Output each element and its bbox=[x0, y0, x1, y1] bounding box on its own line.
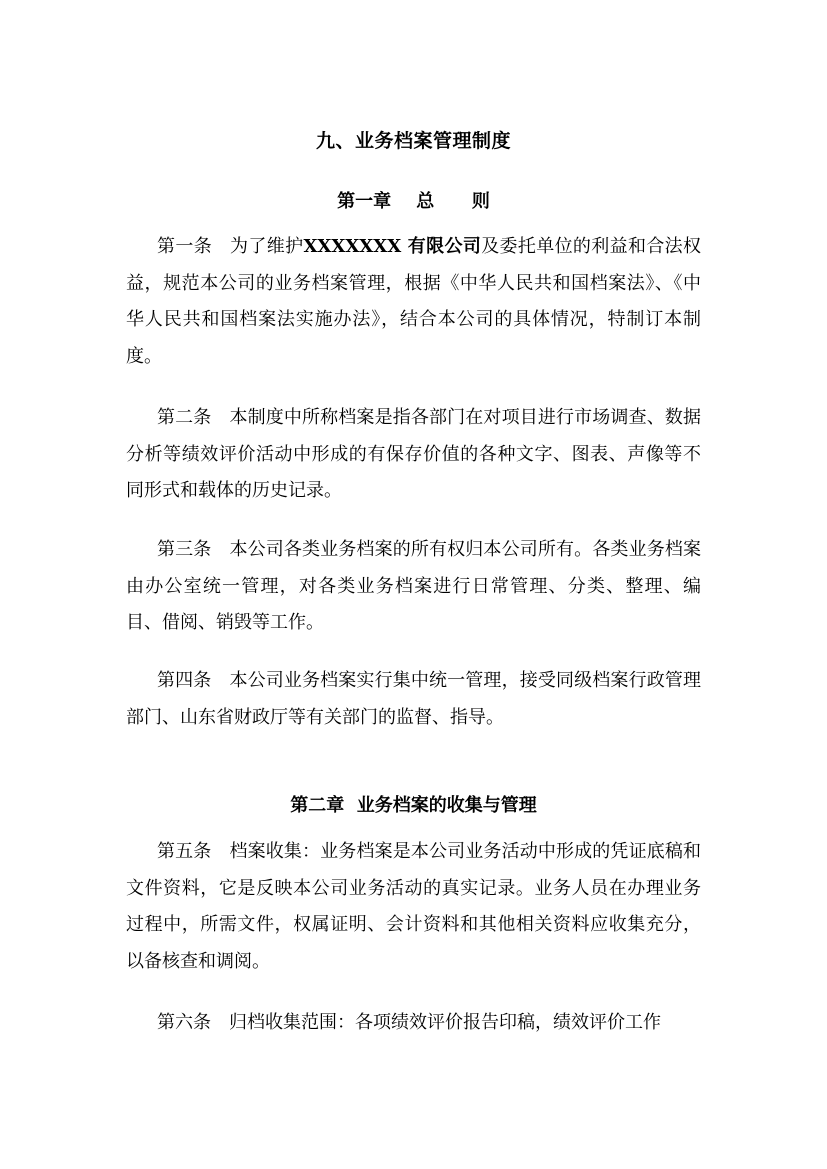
article-6 bbox=[126, 1005, 701, 1042]
article-1-text-after: 及委托单位的利益和合法权益，规范本公司的业务档案管理，根据《中华人民共和国档案法》、《中华人民共和国档案法实施办法》，结合本公司的具体情况，特制订本制度。 bbox=[126, 236, 702, 367]
article-5-text: 档案收集：业务档案是本公司业务活动中形成的凭证底稿和文件资料，它是反映本公司业务活动的真实记录。业务人员在办理业务过程中，所需文件，权属证明、会计资料和其他相关资料应收集充分，以备核查和调阅。 bbox=[126, 841, 702, 972]
article-6-number: 第六条 bbox=[157, 1012, 211, 1033]
article-2-number: 第二条 bbox=[157, 407, 212, 428]
article-1-text-before: 为了维护 bbox=[230, 236, 304, 257]
article-5-number: 第五条 bbox=[157, 841, 212, 862]
article-4 bbox=[126, 663, 701, 736]
article-6-text: 归档收集范围：各项绩效评价报告印稿，绩效评价工作 bbox=[229, 1012, 661, 1033]
article-2-text: 本制度中所称档案是指各部门在对项目进行市场调查、数据分析等绩效评价活动中形成的有保存价值的各种文字、图表、声像等不同形式和载体的历史记录。 bbox=[126, 407, 702, 501]
document-title: 九、业务档案管理制度 bbox=[315, 130, 511, 152]
article-3 bbox=[126, 532, 701, 642]
article-4-text: 本公司业务档案实行集中统一管理，接受同级档案行政管理部门、山东省财政厅等有关部门的监督、指导。 bbox=[126, 670, 702, 728]
article-2 bbox=[126, 400, 701, 510]
article-1 bbox=[126, 229, 701, 375]
chapter-1-title: 第一章 总 则 bbox=[337, 191, 490, 212]
article-1-number: 第一条 bbox=[157, 236, 213, 257]
chapter-2-title: 第二章 业务档案的收集与管理 bbox=[290, 795, 537, 816]
article-3-text: 本公司各类业务档案的所有权归本公司所有。各类业务档案由办公室统一管理，对各类业务档案进行日常管理、分类、整理、编目、借阅、销毁等工作。 bbox=[126, 539, 702, 633]
company-name: XXXXXXX 有限公司 bbox=[303, 236, 482, 257]
article-3-number: 第三条 bbox=[157, 539, 212, 560]
article-5 bbox=[126, 834, 701, 980]
article-4-number: 第四条 bbox=[157, 670, 212, 691]
